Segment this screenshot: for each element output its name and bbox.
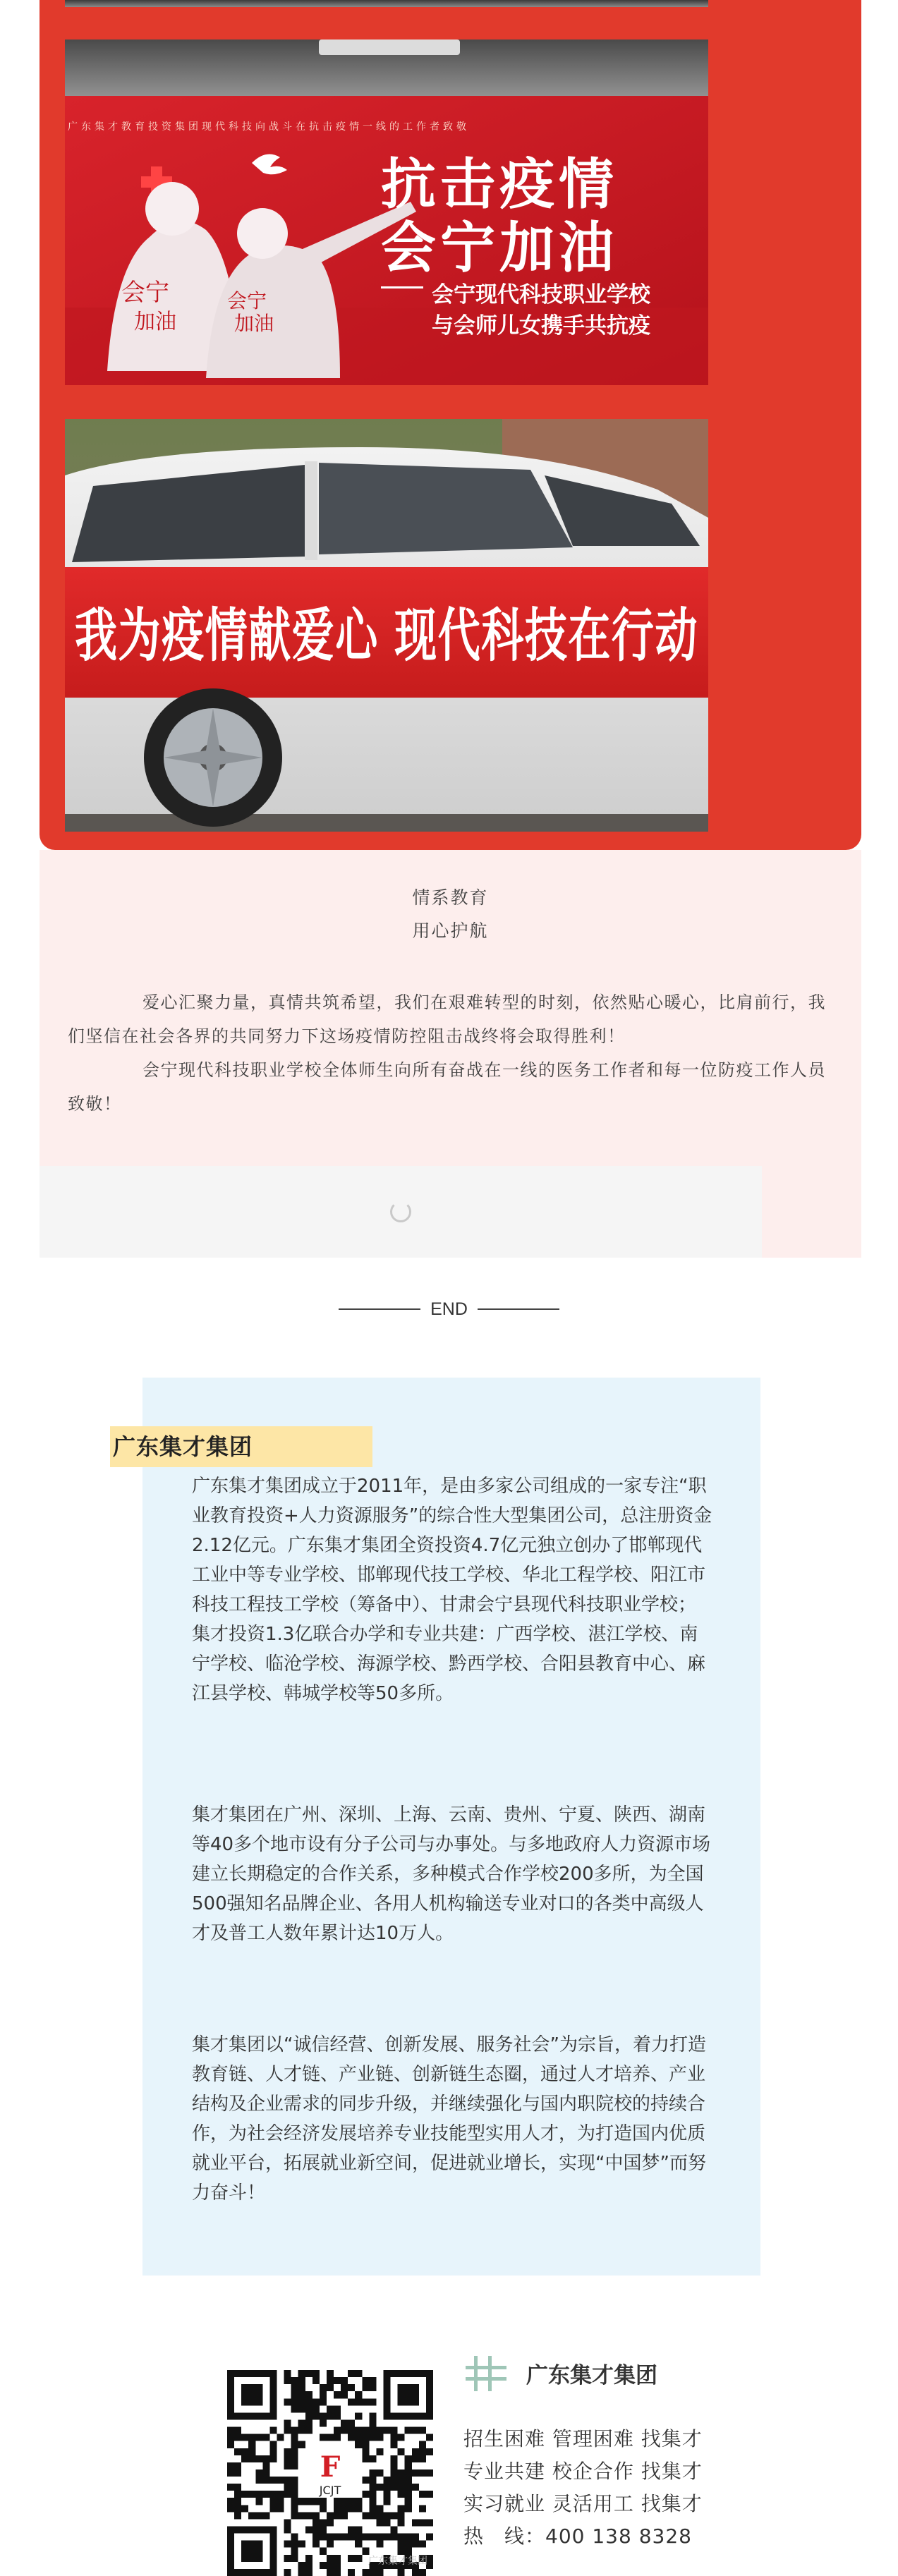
banner-photo-graphic xyxy=(65,40,708,385)
end-line-right xyxy=(478,1308,559,1310)
hash-icon xyxy=(463,2353,509,2394)
end-label: END xyxy=(430,1299,468,1319)
article-paragraph-2: 会宁现代科技职业学校全体师生向所有奋战在一线的医务工作者和每一位防疫工作人员致敬！ xyxy=(68,1060,826,1114)
subtitle-2: 用心护航 xyxy=(412,921,489,941)
svg-text:F: F xyxy=(320,2450,341,2484)
banner-line-1: 会宁现代科技职业学校 xyxy=(432,282,650,308)
banner-headline-2: 会宁加油 xyxy=(381,217,619,280)
banner-line-2: 与会师儿女携手共抗疫 xyxy=(432,313,650,339)
previous-photo-edge xyxy=(65,0,708,7)
suit-text-2: 加油 xyxy=(134,310,176,334)
qr-code-graphic xyxy=(227,2370,433,2576)
car-photo-graphic xyxy=(65,419,708,832)
end-line-left xyxy=(339,1308,420,1310)
suit-text-3: 会宁 xyxy=(227,289,267,312)
suit-text-1: 会宁 xyxy=(121,279,169,307)
car-photo[interactable] xyxy=(65,419,708,832)
company-paragraph-1: 广东集才集团成立于2011年，是由多家公司组成的一家专注“职业教育投资+人力资源服务”的综合性大型集团公司，总注册资金2.12亿元。广东集才集团全资投资4.7亿元独立创办了邯郸现代工业中等专业学校、邯郸现代技工学校、华北工程学校、阳江市科技工程技工学校（筹备中）、甘肃会宁县现代科技职业学校；集才投资1.3亿联合办学和专业共建：广西学校、湛江学校、南宁学校、临沧学校、海源学校、黔西学校、合阳县教育中心、麻江县学校、韩城学校等50多所。 xyxy=(192,1476,712,1704)
suit-text-4: 加油 xyxy=(234,312,274,335)
company-paragraph-3: 集才集团以“诚信经营、创新发展、服务社会”为宗旨，着力打造教育链、人才链、产业链、创新链生态圈，通过人才培养、产业结构及企业需求的同步升级，并继续强化与国内职院校的持续合作，为社会经济发展培养专业技能型实用人才，为打造国内优质就业平台，拓展就业新空间，促进就业增长，实现“中国梦”而努力奋斗！ xyxy=(192,2034,706,2204)
footer-brand: 广东集才集团 xyxy=(526,2363,657,2388)
footer-slogan-1: 招生困难 管理困难 找集才 xyxy=(463,2427,703,2450)
company-paragraph-2: 集才集团在广州、深圳、上海、云南、贵州、宁夏、陕西、湖南等40多个地市设有分子公司与办事处。与多地政府人力资源市场建立长期稳定的合作关系，多种模式合作学校200多所，为全国500强知名品牌企业、各用人机构输送专业对口的各类中高级人才及普工人数年累计达10万人。 xyxy=(192,1804,711,1944)
car-banner-text: 我为疫情献爱心 现代科技在行动 xyxy=(75,602,698,669)
banner-photo[interactable] xyxy=(65,40,708,385)
banner-headline-1: 抗击疫情 xyxy=(381,153,619,217)
qr-logo-text: JCJT xyxy=(319,2484,341,2498)
banner-top-strip-text: 广东集才教育投资集团现代科技向战斗在抗击疫情一线的工作者致敬 xyxy=(68,121,470,133)
footer-slogan-2: 专业共建 校企合作 找集才 xyxy=(463,2460,703,2483)
watermark: 广东集才集团 xyxy=(368,2556,427,2567)
company-title: 广东集才集团 xyxy=(110,1426,372,1467)
video-player[interactable] xyxy=(40,1166,762,1258)
loading-spinner-icon xyxy=(390,1201,411,1222)
footer-hotline[interactable]: 热 线：400 138 8328 xyxy=(463,2525,692,2548)
article-paragraph-1: 爱心汇聚力量，真情共筑希望，我们在艰难转型的时刻，依然贴心暖心，比肩前行，我们坚信在社会各界的共同努力下这场疫情防控阻击战终将会取得胜利！ xyxy=(68,992,826,1046)
end-divider xyxy=(0,1296,898,1322)
article-card xyxy=(40,850,861,1258)
footer-slogan-3: 实习就业 灵活用工 找集才 xyxy=(463,2492,703,2515)
qr-code[interactable] xyxy=(227,2370,433,2576)
subtitle-1: 情系教育 xyxy=(412,887,489,908)
